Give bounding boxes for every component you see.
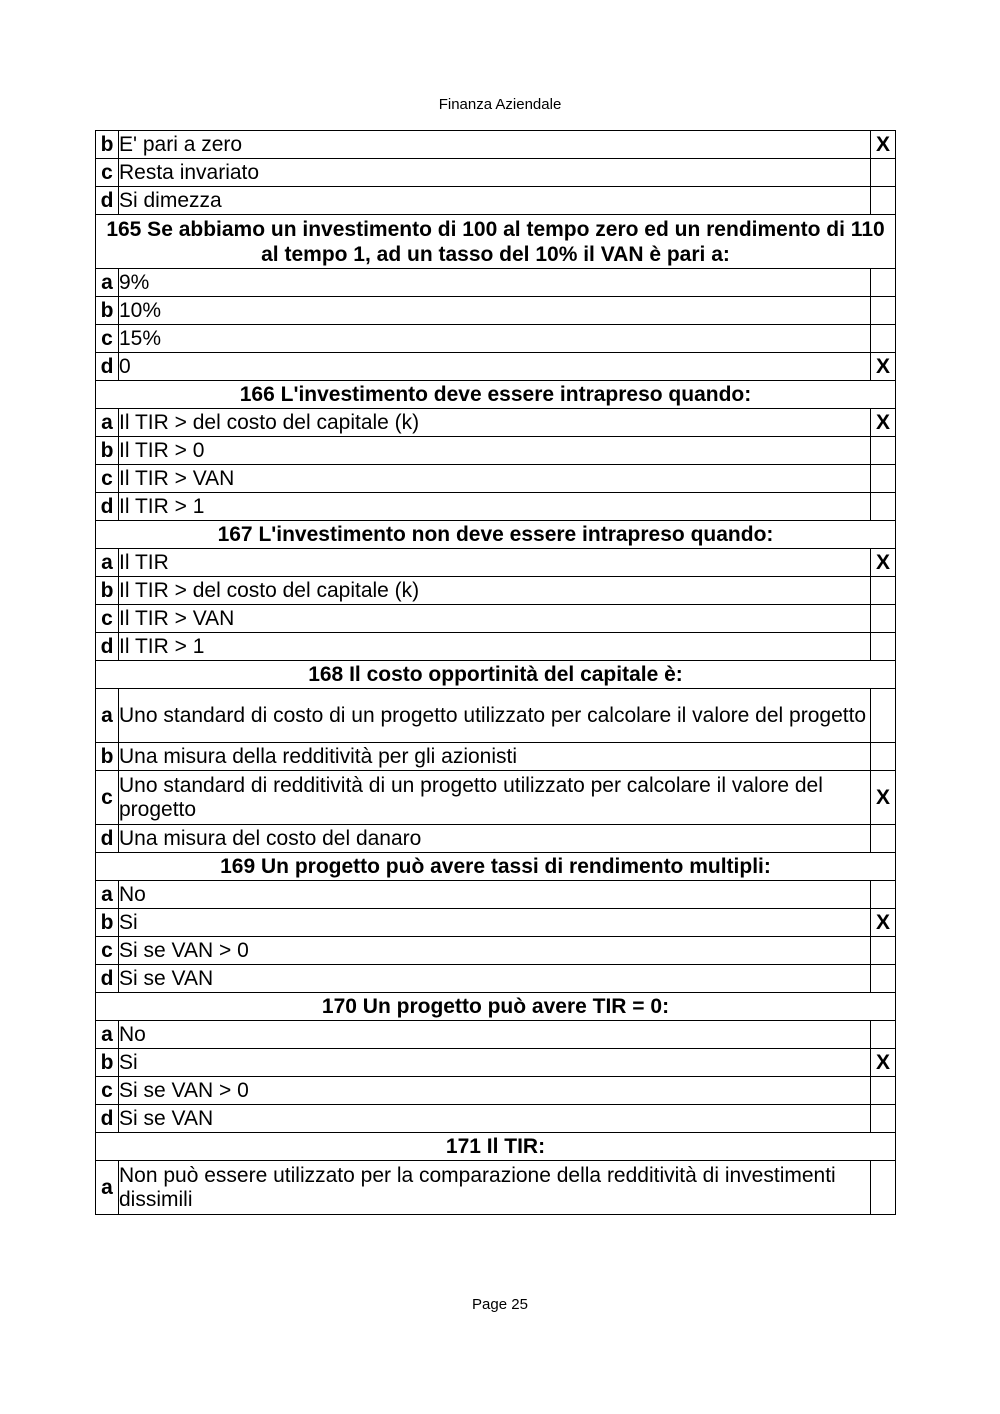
- question-row: [96, 215, 896, 269]
- answer-letter: a: [96, 1021, 119, 1049]
- answer-row: [96, 131, 896, 159]
- answer-row: [96, 297, 896, 325]
- answer-row: [96, 881, 896, 909]
- answer-letter: d: [96, 187, 119, 215]
- answer-row: [96, 465, 896, 493]
- answer-text: Si se VAN: [119, 965, 871, 993]
- question-row: [96, 661, 896, 689]
- correct-answer-mark: [871, 297, 896, 325]
- answer-letter: d: [96, 1105, 119, 1133]
- answer-letter: a: [96, 409, 119, 437]
- answer-letter: c: [96, 605, 119, 633]
- answer-text: Una misura della redditività per gli azionisti: [119, 743, 871, 771]
- answer-row: [96, 325, 896, 353]
- answer-letter: d: [96, 493, 119, 521]
- correct-answer-mark: X: [871, 409, 896, 437]
- question-row: [96, 1133, 896, 1161]
- question-text: 166 L'investimento deve essere intrapreso quando:: [96, 381, 896, 409]
- answer-text: Il TIR > del costo del capitale (k): [119, 577, 871, 605]
- answer-row: [96, 689, 896, 743]
- answer-row: [96, 1161, 896, 1215]
- answer-letter: d: [96, 633, 119, 661]
- answer-letter: d: [96, 825, 119, 853]
- answer-row: [96, 825, 896, 853]
- correct-answer-mark: X: [871, 131, 896, 159]
- answer-text: 0: [119, 353, 871, 381]
- correct-answer-mark: [871, 493, 896, 521]
- answer-row: [96, 577, 896, 605]
- quiz-table-body: [96, 131, 896, 1215]
- correct-answer-mark: [871, 325, 896, 353]
- question-row: [96, 993, 896, 1021]
- answer-row: [96, 1049, 896, 1077]
- answer-letter: b: [96, 297, 119, 325]
- correct-answer-mark: [871, 577, 896, 605]
- answer-text: 15%: [119, 325, 871, 353]
- correct-answer-mark: [871, 633, 896, 661]
- correct-answer-mark: [871, 689, 896, 743]
- answer-row: [96, 493, 896, 521]
- answer-row: [96, 743, 896, 771]
- answer-text: Il TIR: [119, 549, 871, 577]
- answer-letter: a: [96, 269, 119, 297]
- answer-row: [96, 269, 896, 297]
- answer-letter: a: [96, 689, 119, 743]
- answer-row: [96, 437, 896, 465]
- answer-row: [96, 1105, 896, 1133]
- answer-text: 9%: [119, 269, 871, 297]
- correct-answer-mark: [871, 465, 896, 493]
- answer-letter: b: [96, 577, 119, 605]
- correct-answer-mark: [871, 437, 896, 465]
- answer-row: [96, 549, 896, 577]
- question-row: [96, 521, 896, 549]
- question-row: [96, 381, 896, 409]
- answer-letter: c: [96, 325, 119, 353]
- question-text: 165 Se abbiamo un investimento di 100 al tempo zero ed un rendimento di 110 al tempo 1, ad un tasso del 10% il VAN è pari a:: [96, 215, 896, 269]
- answer-text: No: [119, 881, 871, 909]
- correct-answer-mark: X: [871, 353, 896, 381]
- correct-answer-mark: X: [871, 1049, 896, 1077]
- answer-letter: c: [96, 1077, 119, 1105]
- question-text: 169 Un progetto può avere tassi di rendimento multipli:: [96, 853, 896, 881]
- answer-letter: a: [96, 1161, 119, 1215]
- correct-answer-mark: [871, 1077, 896, 1105]
- correct-answer-mark: X: [871, 909, 896, 937]
- answer-letter: c: [96, 937, 119, 965]
- correct-answer-mark: [871, 965, 896, 993]
- correct-answer-mark: [871, 605, 896, 633]
- answer-text: Il TIR > 0: [119, 437, 871, 465]
- answer-letter: c: [96, 159, 119, 187]
- answer-letter: c: [96, 465, 119, 493]
- answer-row: [96, 633, 896, 661]
- answer-text: E' pari a zero: [119, 131, 871, 159]
- answer-text: Si se VAN > 0: [119, 1077, 871, 1105]
- correct-answer-mark: X: [871, 771, 896, 825]
- answer-text: No: [119, 1021, 871, 1049]
- answer-letter: c: [96, 771, 119, 825]
- answer-letter: a: [96, 881, 119, 909]
- answer-text: Il TIR > VAN: [119, 605, 871, 633]
- answer-letter: b: [96, 437, 119, 465]
- answer-text: Il TIR > VAN: [119, 465, 871, 493]
- answer-row: [96, 937, 896, 965]
- answer-text: Uno standard di costo di un progetto utilizzato per calcolare il valore del progetto: [119, 689, 871, 743]
- answer-letter: a: [96, 549, 119, 577]
- answer-row: [96, 1077, 896, 1105]
- answer-letter: b: [96, 743, 119, 771]
- correct-answer-mark: [871, 1105, 896, 1133]
- answer-row: [96, 353, 896, 381]
- correct-answer-mark: [871, 937, 896, 965]
- page-footer-number: Page 25: [472, 1296, 528, 1313]
- answer-row: [96, 159, 896, 187]
- answer-text: Il TIR > 1: [119, 633, 871, 661]
- answer-row: [96, 605, 896, 633]
- answer-letter: b: [96, 1049, 119, 1077]
- answer-row: [96, 1021, 896, 1049]
- answer-row: [96, 771, 896, 825]
- answer-text: 10%: [119, 297, 871, 325]
- answer-text: Si: [119, 1049, 871, 1077]
- correct-answer-mark: [871, 881, 896, 909]
- question-text: 167 L'investimento non deve essere intrapreso quando:: [96, 521, 896, 549]
- answer-row: [96, 409, 896, 437]
- answer-text: Resta invariato: [119, 159, 871, 187]
- answer-letter: d: [96, 353, 119, 381]
- quiz-table: [95, 130, 896, 1215]
- answer-text: Il TIR > 1: [119, 493, 871, 521]
- question-text: 170 Un progetto può avere TIR = 0:: [96, 993, 896, 1021]
- answer-letter: d: [96, 965, 119, 993]
- question-row: [96, 853, 896, 881]
- correct-answer-mark: [871, 159, 896, 187]
- question-text: 168 Il costo opportinità del capitale è:: [96, 661, 896, 689]
- answer-letter: b: [96, 131, 119, 159]
- correct-answer-mark: [871, 187, 896, 215]
- correct-answer-mark: X: [871, 549, 896, 577]
- answer-text: Il TIR > del costo del capitale (k): [119, 409, 871, 437]
- answer-row: [96, 909, 896, 937]
- answer-text: Una misura del costo del danaro: [119, 825, 871, 853]
- answer-text: Si dimezza: [119, 187, 871, 215]
- answer-text: Uno standard di redditività di un progetto utilizzato per calcolare il valore del progetto: [119, 771, 871, 825]
- answer-text: Si: [119, 909, 871, 937]
- answer-text: Si se VAN: [119, 1105, 871, 1133]
- answer-letter: b: [96, 909, 119, 937]
- correct-answer-mark: [871, 269, 896, 297]
- correct-answer-mark: [871, 743, 896, 771]
- correct-answer-mark: [871, 1021, 896, 1049]
- answer-text: Non può essere utilizzato per la comparazione della redditività di investimenti dissimili: [119, 1161, 871, 1215]
- answer-text: Si se VAN > 0: [119, 937, 871, 965]
- question-text: 171 Il TIR:: [96, 1133, 896, 1161]
- answer-row: [96, 965, 896, 993]
- correct-answer-mark: [871, 825, 896, 853]
- correct-answer-mark: [871, 1161, 896, 1215]
- answer-row: [96, 187, 896, 215]
- page-header-title: Finanza Aziendale: [438, 96, 562, 113]
